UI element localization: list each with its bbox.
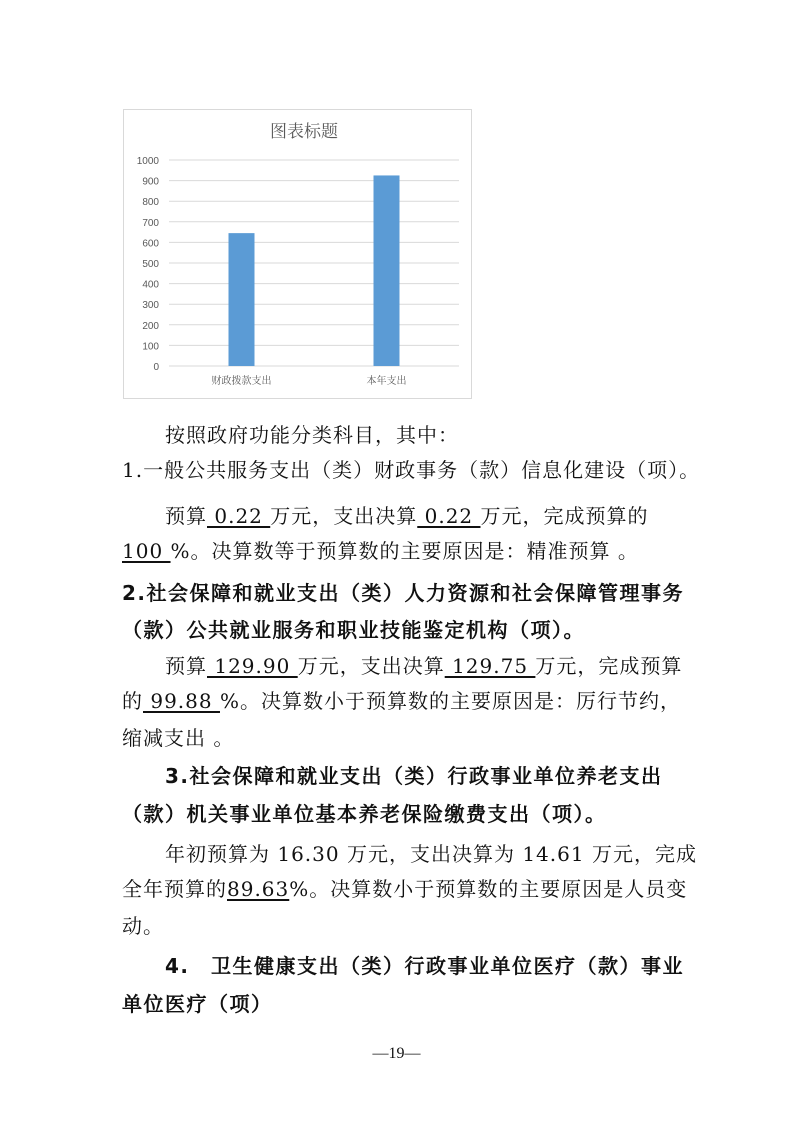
y-tick-label: 500 <box>142 259 159 270</box>
budget-bar-chart <box>123 109 472 399</box>
s1-text-c: 万元，支出决算 <box>270 504 418 528</box>
section-1-title: 1.一般公共服务支出（类）财政事务（款）信息化建设（项）。 <box>122 458 701 482</box>
section-3-body-line-3: 动。 <box>122 914 164 938</box>
s2-percent-value: 99.88 <box>143 689 220 713</box>
s2-text-a: 预算 <box>165 654 207 678</box>
y-tick-label: 200 <box>142 320 159 332</box>
y-tick-label: 900 <box>142 176 159 188</box>
section-2-title-line-1: 2.社会保障和就业支出（类）人力资源和社会保障管理事务 <box>122 581 685 605</box>
section-3-body-line-2 <box>122 874 687 904</box>
section-2-body-line-2 <box>122 686 681 716</box>
x-tick-label: 财政拨款支出 <box>211 376 272 387</box>
s1-percent-value: 100 <box>122 539 171 563</box>
s1-actual-value: 0.22 <box>417 504 481 528</box>
y-tick-label: 0 <box>153 362 159 373</box>
bar <box>229 233 255 366</box>
section-2-body-line-3: 缩减支出 。 <box>122 726 235 750</box>
s1-text-e: 万元，完成预算的 <box>480 504 649 528</box>
s1-text-a: 预算 <box>165 504 207 528</box>
s2-text-c: 万元，支出决算 <box>297 654 445 678</box>
bar <box>374 175 400 366</box>
section-2-body-line-1 <box>165 651 682 681</box>
y-tick-label: 700 <box>142 217 159 229</box>
section-3-title-line-1: 3.社会保障和就业支出（类）行政事业单位养老支出 <box>165 764 663 788</box>
section-1-body-line-2 <box>122 536 639 566</box>
x-tick-label: 本年支出 <box>366 376 407 387</box>
section-4-title-line-2: 单位医疗（项） <box>122 992 273 1016</box>
s2-budget-value: 129.90 <box>207 654 298 678</box>
section-2-title-line-2: （款）公共就业服务和职业技能鉴定机构（项）。 <box>122 618 585 642</box>
s2-text-h: %。决算数小于预算数的主要原因是：厉行节约， <box>219 689 681 713</box>
y-tick-label: 400 <box>142 279 159 291</box>
s1-budget-value: 0.22 <box>207 504 271 528</box>
intro-text: 按照政府功能分类科目，其中： <box>165 423 459 447</box>
y-tick-label: 800 <box>142 197 159 209</box>
section-3-body-line-1: 年初预算为 16.30 万元，支出决算为 14.61 万元，完成 <box>165 842 697 866</box>
y-tick-label: 100 <box>142 341 159 353</box>
chart-canvas <box>124 110 473 400</box>
s2-actual-value: 129.75 <box>444 654 536 678</box>
s3-text-d: %。决算数小于预算数的主要原因是人员变 <box>289 877 688 901</box>
s2-text-f: 的 <box>122 689 143 713</box>
s3-text-b: 全年预算的 <box>122 877 227 901</box>
section-1-body-line-1 <box>165 501 649 531</box>
chart-title: 图表标题 <box>270 122 338 142</box>
page-number: —19— <box>372 1045 421 1062</box>
y-tick-label: 300 <box>142 300 159 312</box>
s1-text-h: %。决算数等于预算数的主要原因是：精准预算 。 <box>170 539 639 563</box>
section-3-title-line-2: （款）机关事业单位基本养老保险缴费支出（项）。 <box>122 802 607 826</box>
section-4-title-line-1: 4. 卫生健康支出（类）行政事业单位医疗（款）事业 <box>165 954 685 978</box>
y-tick-label: 600 <box>142 238 159 250</box>
s3-percent-value: 89.63 <box>227 877 290 901</box>
y-tick-label: 1000 <box>136 156 159 167</box>
s2-text-e: 万元，完成预算 <box>535 654 683 678</box>
